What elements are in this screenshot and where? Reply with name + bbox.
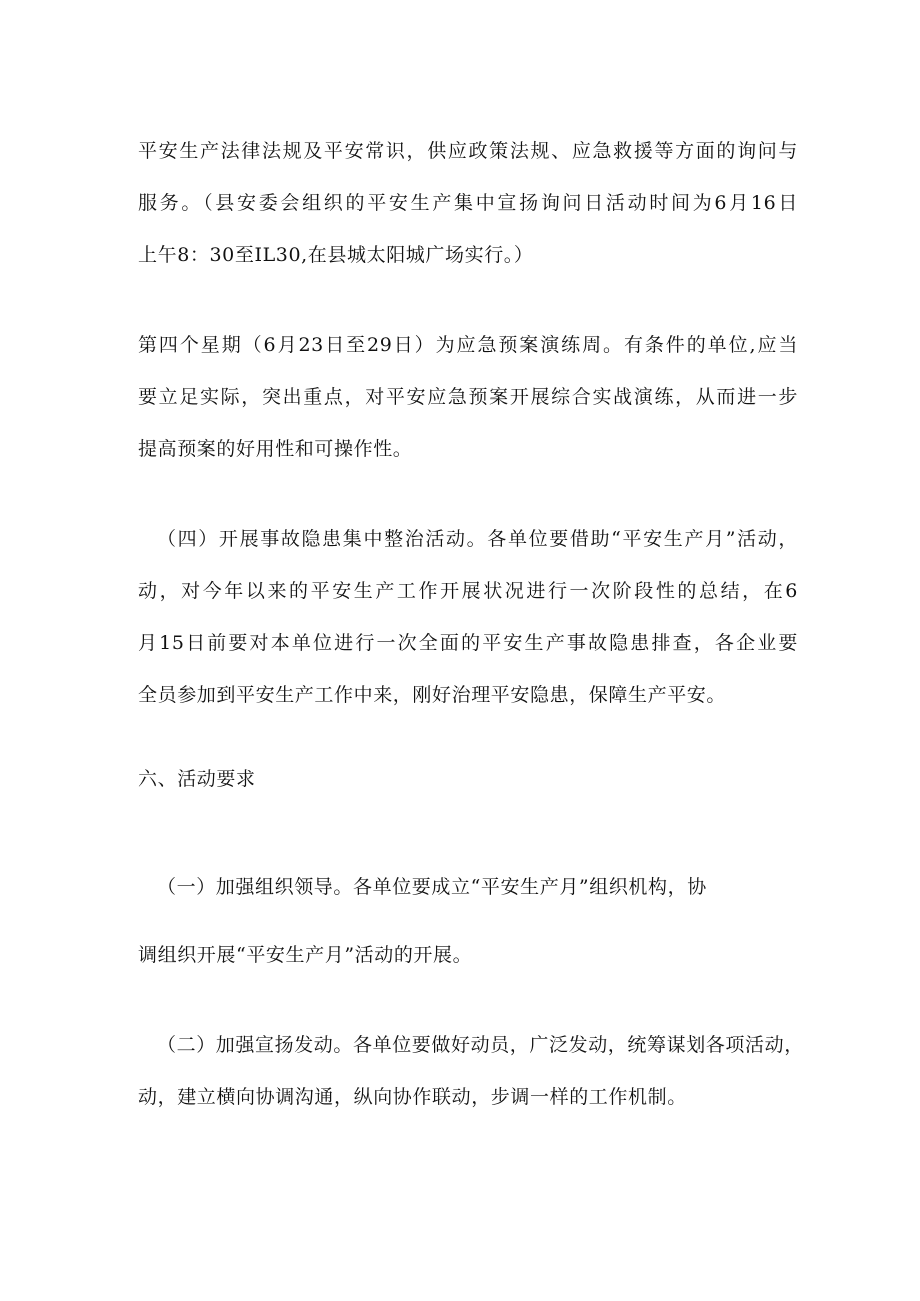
text-line: 动，建立横向协调沟通，纵向协作联动，步调一样的工作机制。 [138,1086,687,1108]
text-line: 全员参加到平安生产工作中来，刚好治理平安隐患，保障生产平安。 [138,684,727,706]
text-line: 要立足实际，突出重点，对平安应急预案开展综合实战演练，从而进一步 [138,386,798,408]
text-line: 月15日前要对本单位进行一次全面的平安生产事故隐患排查，各企业要 [138,632,798,654]
section-heading: 六、活动要求 [138,768,256,790]
text-line: （四）开展事故隐患集中整治活动。各单位要借助“平安生产月”活动， [157,528,798,550]
text-line: 服务。（县安委会组织的平安生产集中宣扬询问日活动时间为6月16日 [138,192,798,214]
text-line: 调组织开展“平安生产月”活动的开展。 [138,944,473,966]
text-line: 动，对今年以来的平安生产工作开展状况进行一次阶段性的总结，在6 [138,580,798,602]
text-line: 平安生产法律法规及平安常识，供应政策法规、应急救援等方面的询问与 [138,140,798,162]
text-line: 提高预案的好用性和可操作性。 [138,438,413,460]
text-line: （二）加强宣扬发动。各单位要做好动员，广泛发动，统筹谋划各项活动， [157,1034,804,1056]
text-line: 第四个星期（6月23日至29日）为应急预案演练周。有条件的单位,应当 [138,334,798,356]
text-line: （一）加强组织领导。各单位要成立“平安生产月”组织机构，协 [157,876,707,898]
text-line: 上午8：30至IL30,在县城太阳城广场实行。） [138,244,534,266]
